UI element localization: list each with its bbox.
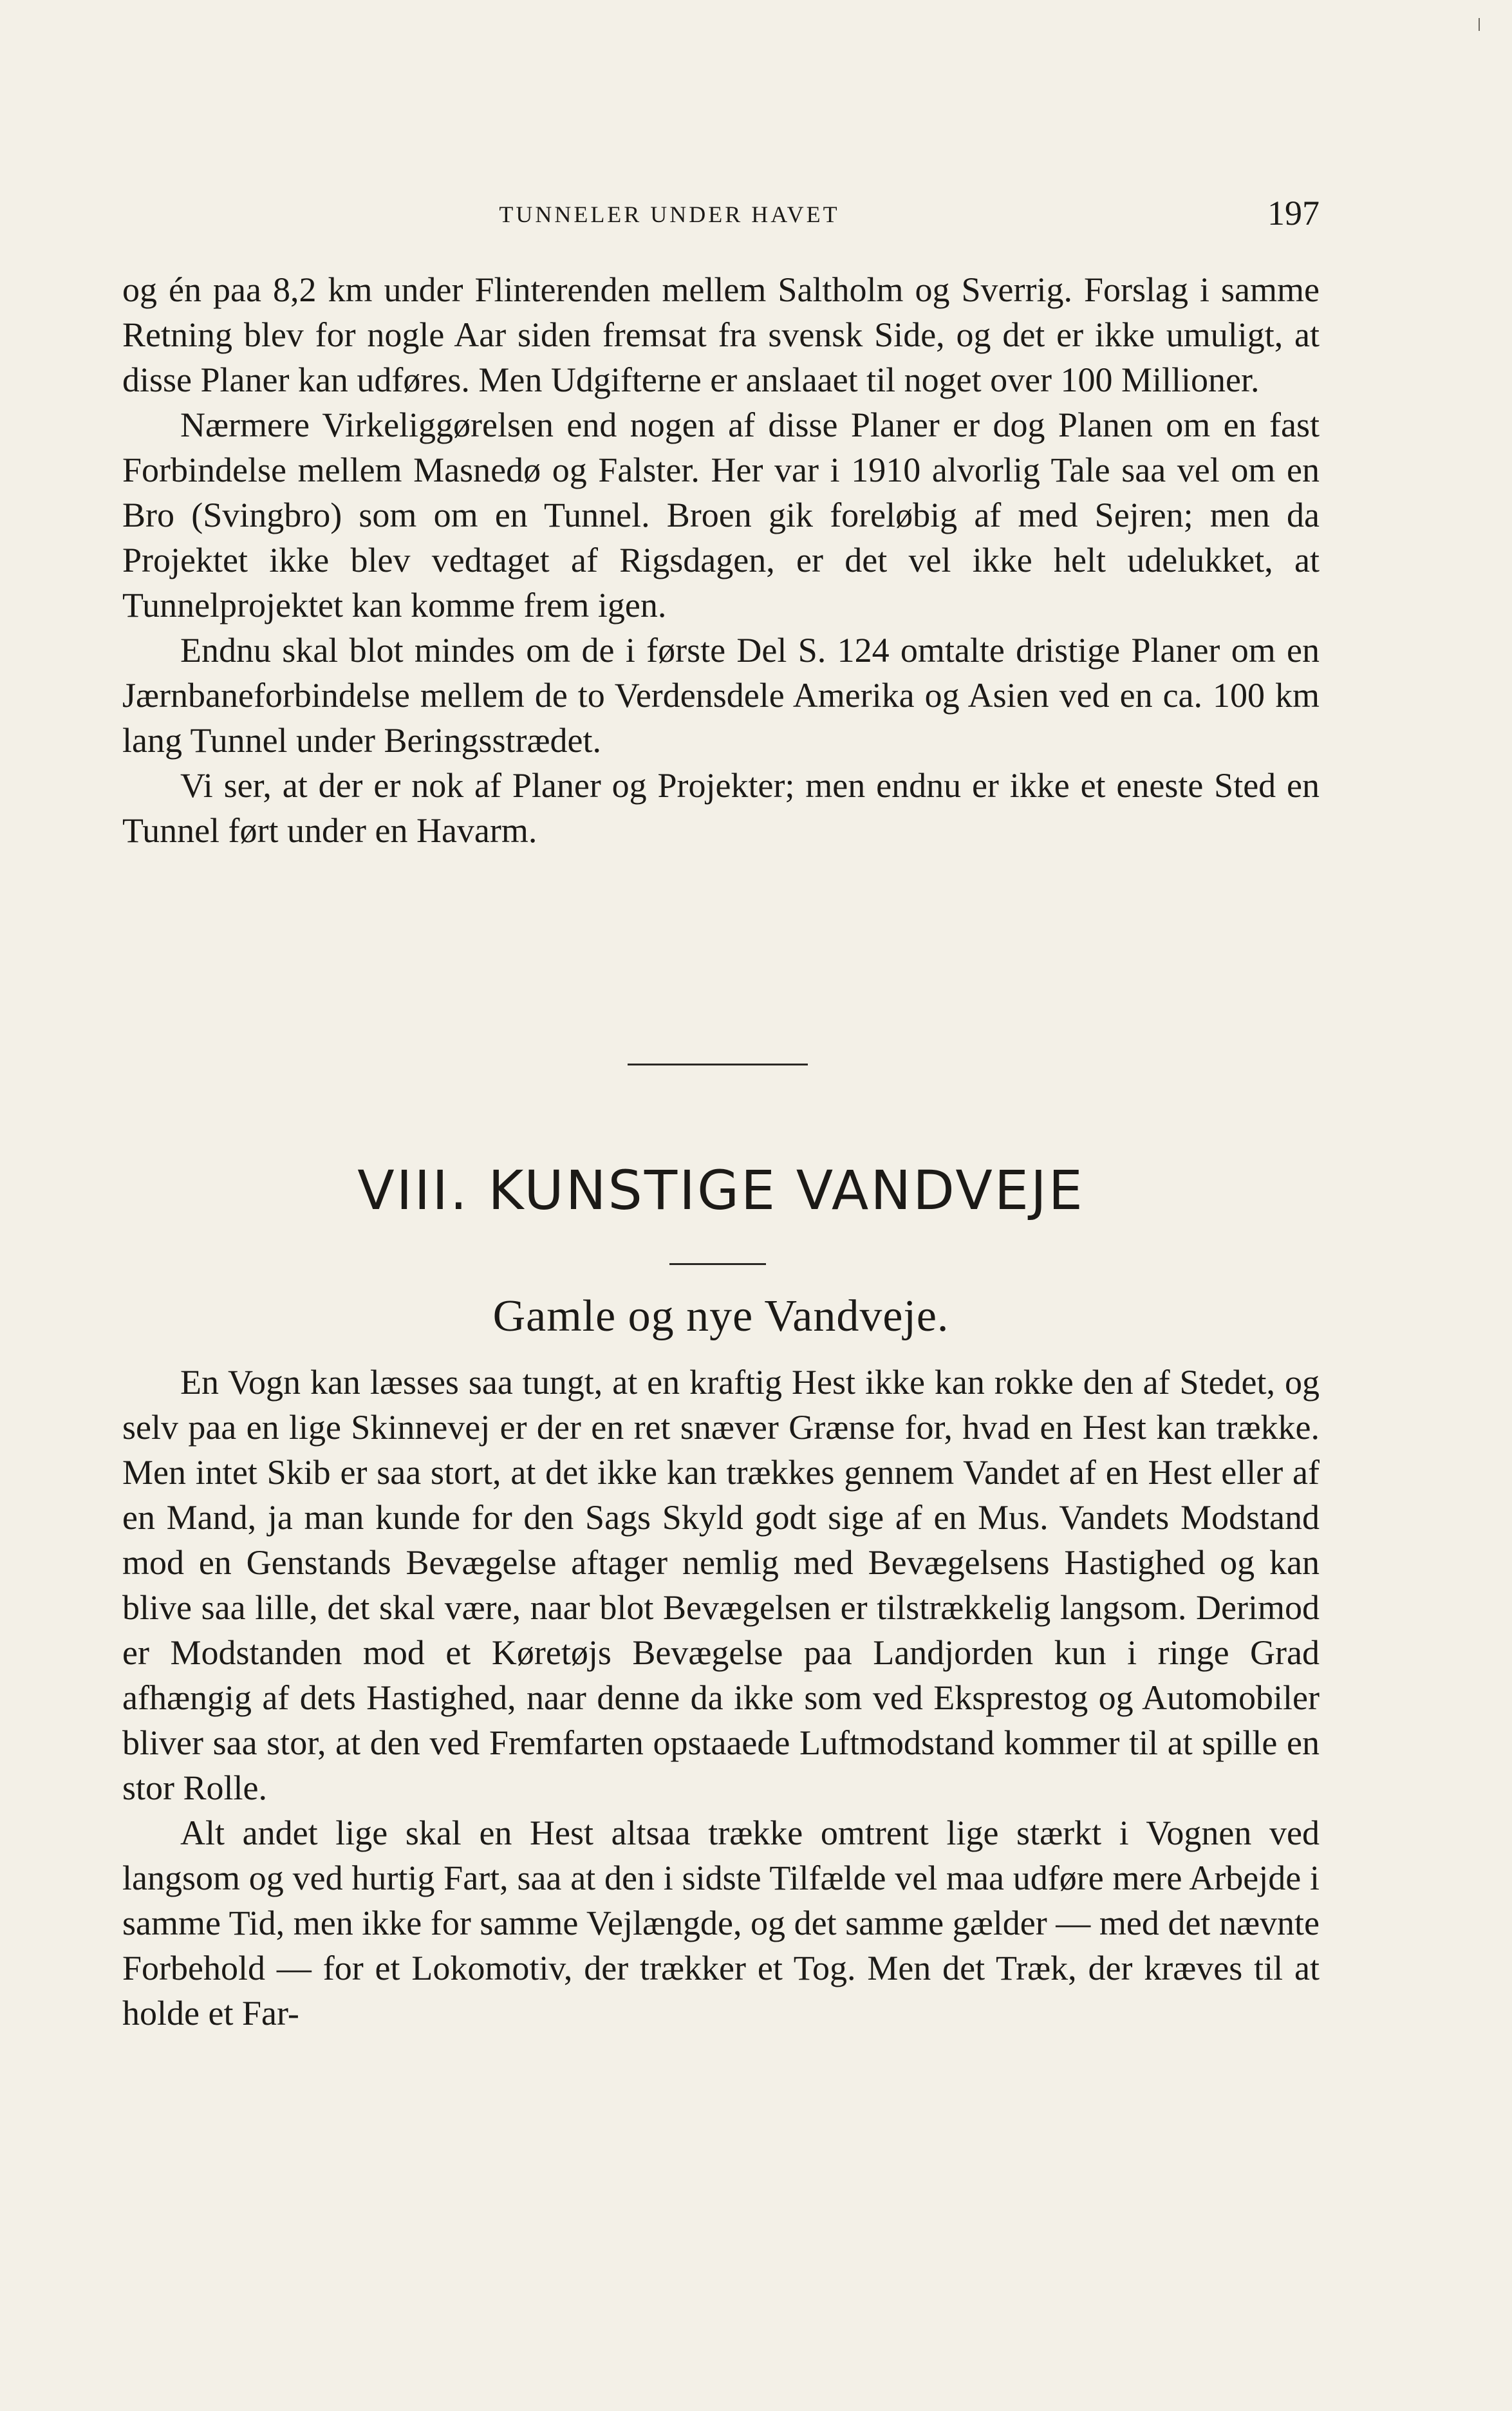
page-number: 197 — [1267, 194, 1320, 232]
text-block-tunnels — [122, 267, 1320, 853]
paragraph: Nærmere Virkeliggørelsen end nogen af disse Planer er dog Planen om en fast Forbindelse mellem Masnedø og Falster. Her var i 1910 alvorlig Tale saa vel om en Bro (Svingbro) som om en Tunnel. Broen gik foreløbig af med Sejren; men da Projektet ikke blev vedtaget af Rigsdagen, er det vel ikke helt udelukket, at Tunnelprojektet kan komme frem igen. — [122, 406, 1320, 624]
paragraph: Endnu skal blot mindes om de i første Del S. 124 omtalte dristige Planer om en Jærnbaneforbindelse mellem de to Verdensdele Amerika og Asien ved en ca. 100 km lang Tunnel under Beringsstrædet. — [122, 631, 1320, 760]
chapter-heading: VIII. KUNSTIGE VANDVEJE — [357, 1159, 1085, 1222]
paragraph: En Vogn kan læsses saa tungt, at en kraftig Hest ikke kan rokke den af Stedet, og selv paa en lige Skinnevej er der en ret snæver Grænse for, hvad en Hest kan trække. Men intet Skib er saa stort, at det ikke kan trækkes gennem Vandet af en Hest eller af en Mand, ja man kunde for den Sags Skyld godt sige af en Mus. Vandets Modstand mod en Genstands Bevægelse aftager nemlig med Bevægelsens Hastighed og kan blive saa lille, det skal være, naar blot Bevægelsen er tilstrækkelig langsom. Derimod er Modstanden mod et Køretøjs Bevægelse paa Landjorden kun i ringe Grad afhængig af dets Hastighed, naar denne da ikke som ved Eksprestog og Automobiler bliver saa stor, at den ved Fremfarten opstaaede Luftmodstand kommer til at spille en stor Rolle. — [122, 1363, 1320, 1807]
chapter-divider — [669, 1263, 766, 1265]
scan-mark — [1479, 18, 1480, 31]
section-divider — [628, 1064, 808, 1065]
paragraph: Alt andet lige skal en Hest altsaa trække omtrent lige stærkt i Vognen ved langsom og ved hurtig Fart, saa at den i sidste Tilfælde vel maa udføre mere Arbejde i samme Tid, men ikke for samme Vejlængde, og det samme gælder — med det nævnte Forbehold — for et Lokomotiv, der trækker et Tog. Men det Træk, der kræves til at holde et Far- — [122, 1814, 1320, 2032]
running-title: TUNNELER UNDER HAVET — [499, 202, 840, 227]
chapter-subheading: Gamle og nye Vandveje. — [492, 1291, 949, 1341]
paragraph: Vi ser, at der er nok af Planer og Projekter; men endnu er ikke et eneste Sted en Tunnel ført under en Havarm. — [122, 766, 1320, 850]
text-block-waterways — [122, 1360, 1320, 2036]
paragraph: og én paa 8,2 km under Flinterenden mellem Saltholm og Sverrig. Forslag i samme Retning blev for nogle Aar siden fremsat fra svensk Side, og det er ikke umuligt, at disse Planer kan udføres. Men Udgifterne er anslaaet til noget over 100 Millioner. — [122, 270, 1320, 399]
running-header — [122, 193, 1320, 245]
